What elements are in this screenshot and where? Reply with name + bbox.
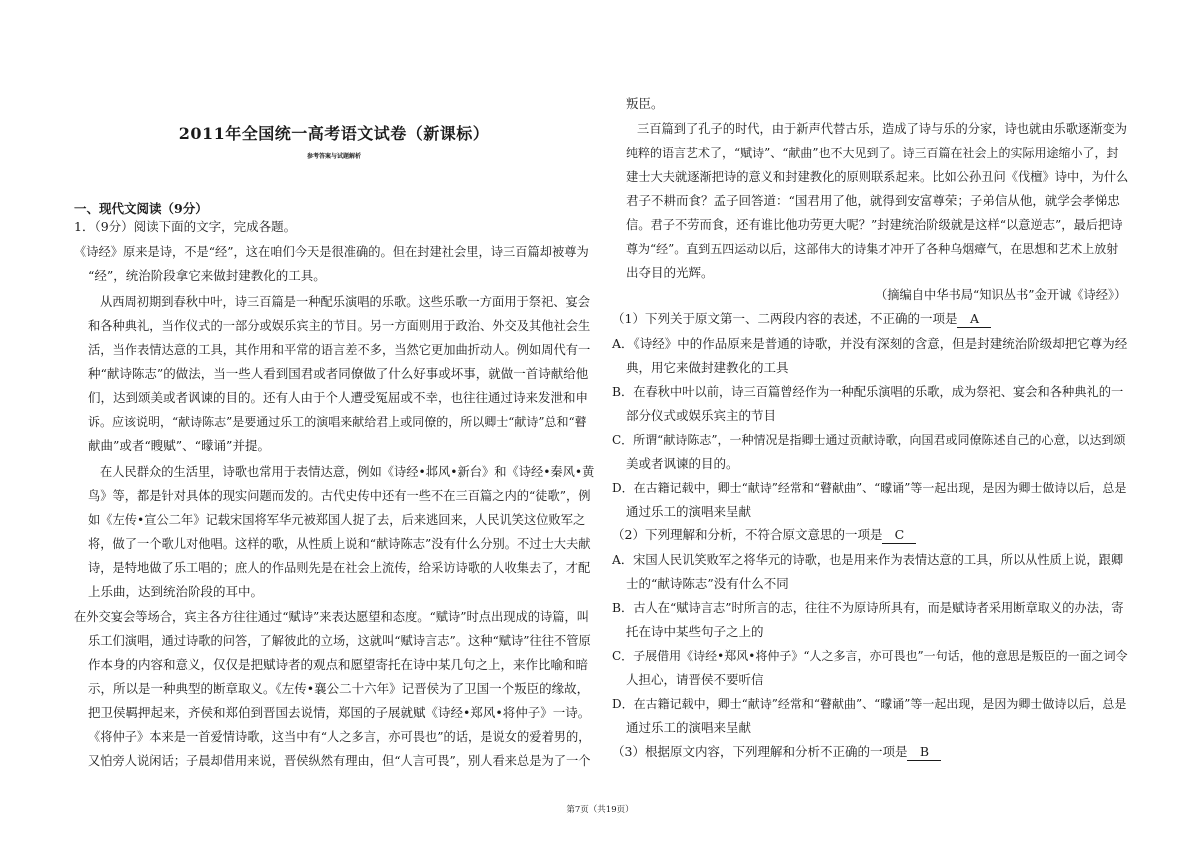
option-b-cont: 托在诗中某些句子之上的 xyxy=(626,624,764,639)
paragraph-line: 从西周初期到春秋中叶，诗三百篇是一种配乐演唱的乐歌。这些乐歌一方面用于祭祀、宴会 xyxy=(100,295,590,309)
paragraph-line: 把卫侯羁押起来，齐侯和郑伯到晋国去说情，郑国的子展就赋《诗经•郑风•将仲子》一诗。 xyxy=(88,705,591,720)
page-title: 2011年全国统一高考语文试卷（新课标） xyxy=(178,124,490,143)
paragraph-line: 如《左传•宣公二年》记载宋国将军华元被郑国人捉了去，后来逃回来，人民讥笑这位败军之 xyxy=(88,513,586,527)
paragraph-line: “经”，统治阶段拿它来做封建教化的工具。 xyxy=(88,268,326,283)
page-subtitle: 参考答案与试题解析 xyxy=(306,153,361,160)
paragraph-line: 叛臣。 xyxy=(626,96,664,111)
paragraph-line: 作本身的内容和意义，仅仅是把赋诗者的观点和愿望寄托在诗中某几句之上，来作比喻和暗 xyxy=(88,657,589,672)
paragraph-line: 纯粹的语言艺术了，“赋诗”、“献曲”也不大见到了。诗三百篇在社会上的实际用途缩小了，封 xyxy=(626,146,1119,160)
answer-blank: A xyxy=(957,311,991,328)
paragraph-line: 上乐曲，达到统治阶段的耳中。 xyxy=(88,584,264,599)
option-b: B．在春秋中叶以前，诗三百篇曾经作为一种配乐演唱的乐歌，成为祭祀、宴会和各种典礼的一 xyxy=(612,385,1124,399)
option-d: D．在古籍记载中，卿士“献诗”经常和“瞽献曲”、“曚诵”等一起出现，是因为卿士做诗以后，总是 xyxy=(612,481,1127,495)
question-intro: 1．（9分）阅读下面的文字，完成各题。 xyxy=(74,219,297,234)
paragraph-line: 示，所以是一种典型的断章取义。《左传•襄公二十六年》记晋侯为了卫国一个叛臣的缘故， xyxy=(88,681,590,696)
paragraph-line: 献曲”或者“瞍赋”、“曚诵”并提。 xyxy=(88,438,270,453)
paragraph-line: 乐工们演唱，通过诗歌的问答，了解彼此的立场，这就叫“赋诗言志”。这种“赋诗”往往不管原 xyxy=(88,634,591,648)
option-c-cont: 人担心，请晋侯不要听信 xyxy=(626,672,764,687)
option-c: C．所谓“献诗陈志”，一种情况是指卿士通过贡献诗歌，向国君或同僚陈述自己的心意，以达到颂 xyxy=(612,433,1126,447)
paragraph-line: 君子不耕而食？孟子回答道：“国君用了他，就得到安富尊荣；子弟信从他，就学会孝悌忠 xyxy=(626,193,1120,208)
option-c-cont: 美或者讽谏的目的。 xyxy=(626,456,739,471)
paragraph-line: 鸟》等，都是针对具体的现实问题而发的。古代史传中还有一些不在三百篇之内的“徒歌”，例 xyxy=(88,489,591,503)
answer-blank: C xyxy=(882,527,916,544)
option-a: A．《诗经》中的作品原来是普通的诗歌，并没有深刻的含意，但是封建统治阶级却把它尊为经 xyxy=(612,336,1128,351)
paragraph-line: 三百篇到了孔子的时代，由于新声代替古乐，造成了诗与乐的分家，诗也就由乐歌逐渐变为 xyxy=(637,122,1127,136)
paragraph-line: 建士大夫就逐渐把诗的意义和封建教化的原则联系起来。比如公孙丑问《伐檀》诗中，为什么 xyxy=(626,170,1129,184)
question-text: （3）根据原文内容，下列理解和分析不正确的一项是 xyxy=(612,744,908,759)
option-a: A．宋国人民讥笑败军之将华元的诗歌，也是用来作为表情达意的工具，所以从性质上说，跟卿 xyxy=(612,553,1124,567)
paragraph-line: 《将仲子》本来是一首爱情诗歌，这当中有“人之多言，亦可畏也”的话，是说女的爱着男的， xyxy=(88,730,591,744)
paragraph-line: 诗，是特地做了乐工唱的；庶人的作品则先是在社会上流传，给采访诗歌的人收集去了，才配 xyxy=(88,561,591,575)
paragraph-line: 《诗经》原来是诗，不是“经”，这在咱们今天是很准确的。但在封建社会里，诗三百篇却被尊为 xyxy=(74,245,589,259)
question-1-prompt xyxy=(612,311,991,328)
option-b-cont: 部分仪式或娱乐宾主的节目 xyxy=(626,408,777,423)
source-citation: （摘编自中华书局“知识丛书”金开诚《诗经》） xyxy=(875,288,1127,302)
option-a-cont: 士的“献诗陈志”没有什么不同 xyxy=(626,576,789,591)
paragraph-line: 和各种典礼，当作仪式的一部分或娱乐宾主的节目。另一方面则用于政治、外交及其他社会生 xyxy=(88,319,591,333)
paragraph-line: 信。君子不劳而食，还有谁比他功劳更大呢？”封建统治阶级就是这样“以意逆志”，最后把诗 xyxy=(626,218,1123,232)
option-c: C．子展借用《诗经•郑风•将仲子》“人之多言，亦可畏也”一句话，他的意思是叛臣的一面之词令 xyxy=(612,649,1128,663)
paragraph-line: 将，做了一个歌儿对他唱。这样的歌，从性质上说和“献诗陈志”没有什么分别。不过士大夫献 xyxy=(88,537,591,551)
question-2-prompt xyxy=(612,527,916,544)
paragraph-line: 种“献诗陈志”的做法，当一些人看到国君或者同僚做了什么好事或坏事，就做一首诗献给他 xyxy=(88,366,589,381)
option-a-cont: 典，用它来做封建教化的工具 xyxy=(626,360,789,375)
option-d-cont: 通过乐工的演唱来呈献 xyxy=(626,504,752,519)
paragraph-line: 在人民群众的生活里，诗歌也常用于表情达意，例如《诗经•邶风•新台》和《诗经•秦风•黄 xyxy=(100,465,595,479)
section-heading: 一、现代文阅读（9分） xyxy=(74,201,208,216)
option-d-cont: 通过乐工的演唱来呈献 xyxy=(626,720,752,735)
answer-blank: B xyxy=(907,744,941,761)
paragraph-line: 又怕旁人说闲话；子晨却借用来说，晋侯纵然有理由，但“人言可畏”，别人看来总是为了一个 xyxy=(88,754,591,768)
option-d: D．在古籍记载中，卿士“献诗”经常和“瞽献曲”、“曚诵”等一起出现，是因为卿士做诗以后，总是 xyxy=(612,697,1127,711)
paragraph-line: 诉。应该说明，“献诗陈志”是要通过乐工的演唱来献给君上或同僚的，所以卿士“献诗”总和“瞽 xyxy=(88,415,587,429)
question-3-prompt xyxy=(612,744,941,761)
question-text: （2）下列理解和分析，不符合原文意思的一项是 xyxy=(612,527,883,542)
paragraph-line: 出夺目的光辉。 xyxy=(626,265,714,280)
paragraph-line: 们，达到颂美或者讽谏的目的。还有人由于个人遭受冤屈或不幸，也往往通过诗来发泄和申 xyxy=(88,390,589,405)
paragraph-line: 在外交宴会等场合，宾主各方往往通过“赋诗”来表达愿望和态度。“赋诗”时点出现成的诗篇，叫 xyxy=(74,610,590,624)
paragraph-line: 活，当作表情达意的工具，其作用和平常的语言差不多，当然它更加曲折动人。例如周代有一 xyxy=(88,343,591,357)
page-footer: 第7页（共19页） xyxy=(566,805,634,815)
question-text: （1）下列关于原文第一、二两段内容的表述，不正确的一项是 xyxy=(612,311,958,326)
option-b: B．古人在“赋诗言志”时所言的志，往往不为原诗所具有，而是赋诗者采用断章取义的办法，寄 xyxy=(612,601,1124,615)
paragraph-line: 尊为“经”。直到五四运动以后，这部伟大的诗集才冲开了各种乌烟瘴气，在思想和艺术上放射 xyxy=(626,242,1119,256)
